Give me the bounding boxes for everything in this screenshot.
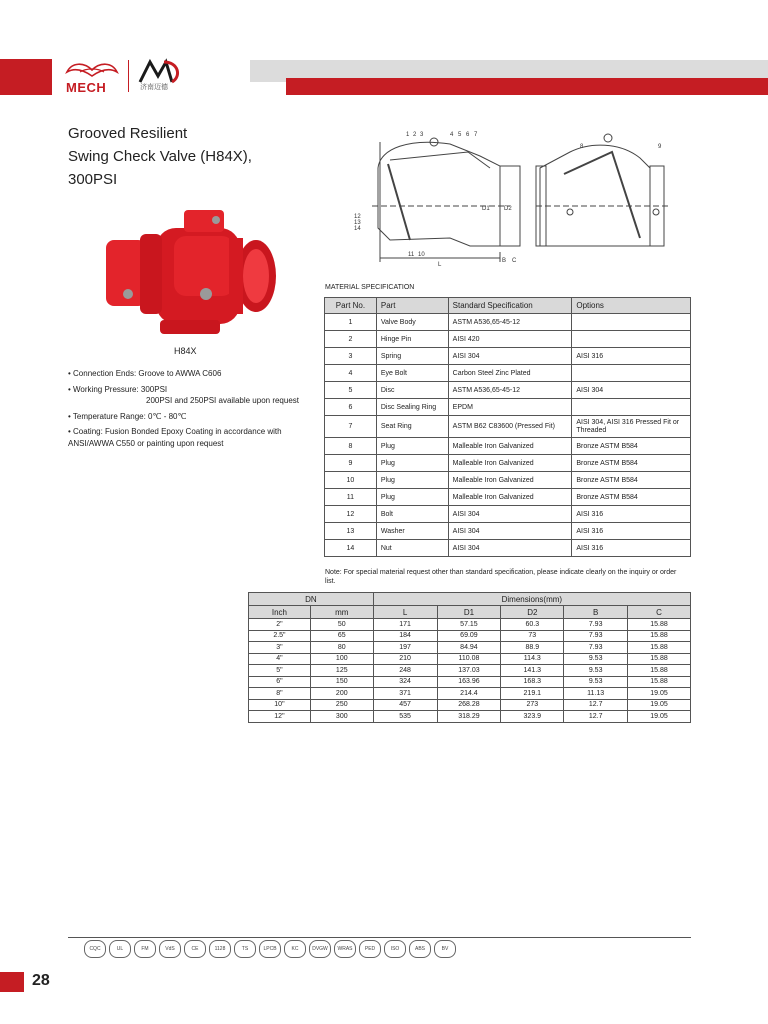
callout-9: 9 bbox=[658, 144, 662, 150]
cell-standard-spec: Malleable Iron Galvanized bbox=[448, 455, 572, 472]
cell-d2: 88.9 bbox=[501, 642, 564, 654]
cell-d1: 318.29 bbox=[437, 711, 501, 723]
table-header-row bbox=[325, 298, 691, 314]
header-part-no: Part No. bbox=[325, 298, 377, 314]
title-line-2: Swing Check Valve (H84X), bbox=[68, 148, 252, 165]
cell-c: 15.88 bbox=[628, 676, 691, 688]
header-c: C bbox=[628, 606, 691, 619]
cell-standard-spec: AISI 304 bbox=[448, 348, 572, 365]
cell-l: 371 bbox=[373, 688, 437, 700]
cell-b: 7.93 bbox=[564, 630, 628, 642]
cell-d1: 57.15 bbox=[437, 619, 501, 631]
model-caption: H84X bbox=[174, 346, 197, 356]
header-red-band bbox=[286, 78, 768, 95]
cell-b: 12.7 bbox=[564, 699, 628, 711]
cell-mm: 150 bbox=[310, 676, 373, 688]
table-row bbox=[249, 630, 691, 642]
header-d2: D2 bbox=[501, 606, 564, 619]
cell-d2: 273 bbox=[501, 699, 564, 711]
material-spec-table bbox=[324, 297, 691, 557]
cell-part-no: 13 bbox=[325, 523, 377, 540]
cell-options: AISI 316 bbox=[572, 523, 691, 540]
cell-inch: 6" bbox=[249, 676, 311, 688]
cert-logo-icon: WRAS bbox=[334, 940, 356, 958]
header-mm: mm bbox=[310, 606, 373, 619]
cell-options bbox=[572, 314, 691, 331]
cert-logo-icon: ISO bbox=[384, 940, 406, 958]
material-note: Note: For special material request other than standard specification, please indicate clearly on the inquiry or order list. bbox=[325, 569, 677, 585]
spec-list bbox=[68, 368, 318, 453]
table-row bbox=[249, 653, 691, 665]
cell-part: Plug bbox=[376, 438, 448, 455]
cell-options: AISI 316 bbox=[572, 540, 691, 557]
cell-options: AISI 316 bbox=[572, 506, 691, 523]
cell-options: Bronze ASTM B584 bbox=[572, 455, 691, 472]
cell-part: Nut bbox=[376, 540, 448, 557]
cell-standard-spec: AISI 420 bbox=[448, 331, 572, 348]
cert-logo-icon: CE bbox=[184, 940, 206, 958]
cell-inch: 12" bbox=[249, 711, 311, 723]
cell-standard-spec: ASTM B62 C83600 (Pressed Fit) bbox=[448, 416, 572, 438]
callout-11: 11 bbox=[408, 252, 415, 258]
cell-standard-spec: AISI 304 bbox=[448, 540, 572, 557]
cell-l: 457 bbox=[373, 699, 437, 711]
table-row bbox=[325, 416, 691, 438]
cell-part: Plug bbox=[376, 472, 448, 489]
table-row bbox=[249, 676, 691, 688]
cell-options bbox=[572, 331, 691, 348]
cell-part-no: 1 bbox=[325, 314, 377, 331]
cell-standard-spec: Malleable Iron Galvanized bbox=[448, 489, 572, 506]
callout-1: 1 bbox=[406, 132, 410, 138]
table-row bbox=[325, 472, 691, 489]
dim-header-row bbox=[249, 606, 691, 619]
cell-part-no: 7 bbox=[325, 416, 377, 438]
table-row bbox=[325, 523, 691, 540]
table-row bbox=[249, 711, 691, 723]
cell-d2: 168.3 bbox=[501, 676, 564, 688]
cell-b: 9.53 bbox=[564, 653, 628, 665]
dim-c-label: C bbox=[512, 258, 517, 264]
cert-logo-icon: UL bbox=[109, 940, 131, 958]
title-line-3: 300PSI bbox=[68, 171, 118, 188]
cell-d2: 114.3 bbox=[501, 653, 564, 665]
cert-logo-icon: 1128 bbox=[209, 940, 231, 958]
cell-l: 535 bbox=[373, 711, 437, 723]
cell-mm: 300 bbox=[310, 711, 373, 723]
page-number-accent bbox=[0, 972, 24, 992]
cell-options: Bronze ASTM B584 bbox=[572, 438, 691, 455]
cell-inch: 2.5" bbox=[249, 630, 311, 642]
cert-logo-icon: TS bbox=[234, 940, 256, 958]
cell-options bbox=[572, 399, 691, 416]
cell-l: 248 bbox=[373, 665, 437, 677]
cert-logo-icon: CQC bbox=[84, 940, 106, 958]
cell-part: Bolt bbox=[376, 506, 448, 523]
valve-product-image bbox=[104, 208, 280, 342]
cell-part-no: 5 bbox=[325, 382, 377, 399]
spec-connection: • Connection Ends: Groove to AWWA C606 bbox=[68, 369, 222, 378]
table-row bbox=[249, 699, 691, 711]
table-row bbox=[325, 314, 691, 331]
cell-part: Washer bbox=[376, 523, 448, 540]
callout-6: 6 bbox=[466, 132, 470, 138]
table-row bbox=[325, 540, 691, 557]
page-number: 28 bbox=[32, 972, 50, 989]
cell-mm: 250 bbox=[310, 699, 373, 711]
cell-part: Eye Bolt bbox=[376, 365, 448, 382]
cell-part-no: 11 bbox=[325, 489, 377, 506]
dim-b-label: B bbox=[502, 258, 507, 264]
table-row bbox=[325, 348, 691, 365]
cell-inch: 10" bbox=[249, 699, 311, 711]
cell-c: 15.88 bbox=[628, 619, 691, 631]
cell-part: Disc Sealing Ring bbox=[376, 399, 448, 416]
cell-part: Spring bbox=[376, 348, 448, 365]
dim-group-header-row bbox=[249, 593, 691, 606]
cell-standard-spec: ASTM A536,65-45-12 bbox=[448, 314, 572, 331]
header-dn: DN bbox=[249, 593, 374, 606]
cell-standard-spec: AISI 304 bbox=[448, 523, 572, 540]
header-b: B bbox=[564, 606, 628, 619]
dimensions-table bbox=[248, 592, 691, 723]
material-spec-heading: MATERIAL SPECIFICATION bbox=[325, 284, 415, 291]
callout-14: 14 bbox=[354, 226, 361, 232]
cert-logo-icon: FM bbox=[134, 940, 156, 958]
header-red-accent bbox=[0, 59, 52, 95]
table-row bbox=[325, 382, 691, 399]
title-line-1: Grooved Resilient bbox=[68, 125, 188, 142]
cell-standard-spec: ASTM A536,65-45-12 bbox=[448, 382, 572, 399]
table-row bbox=[325, 506, 691, 523]
cell-c: 19.05 bbox=[628, 699, 691, 711]
callout-10: 10 bbox=[418, 252, 425, 258]
cell-standard-spec: Carbon Steel Zinc Plated bbox=[448, 365, 572, 382]
cell-part-no: 3 bbox=[325, 348, 377, 365]
table-row bbox=[249, 619, 691, 631]
callout-7: 7 bbox=[474, 132, 478, 138]
header-dimensions: Dimensions(mm) bbox=[373, 593, 690, 606]
cell-d2: 219.1 bbox=[501, 688, 564, 700]
table-row bbox=[249, 642, 691, 654]
brand-name: MECH bbox=[66, 80, 107, 95]
cell-d1: 137.03 bbox=[437, 665, 501, 677]
cell-part-no: 12 bbox=[325, 506, 377, 523]
cell-c: 15.88 bbox=[628, 642, 691, 654]
cell-options: Bronze ASTM B584 bbox=[572, 472, 691, 489]
callout-2: 2 bbox=[413, 132, 417, 138]
cell-d2: 141.3 bbox=[501, 665, 564, 677]
cell-part-no: 4 bbox=[325, 365, 377, 382]
brand-name-cn: 济南迈德 bbox=[140, 84, 168, 91]
cell-part-no: 8 bbox=[325, 438, 377, 455]
md-logo-icon bbox=[138, 58, 184, 84]
table-row bbox=[249, 665, 691, 677]
header-d1: D1 bbox=[437, 606, 501, 619]
spec-temperature: • Temperature Range: 0℃ - 80℃ bbox=[68, 411, 187, 421]
table-row bbox=[325, 489, 691, 506]
cell-inch: 2" bbox=[249, 619, 311, 631]
cell-c: 15.88 bbox=[628, 653, 691, 665]
cell-l: 210 bbox=[373, 653, 437, 665]
cert-logo-icon: PED bbox=[359, 940, 381, 958]
cell-standard-spec: EPDM bbox=[448, 399, 572, 416]
dim-d1-label: D1 bbox=[482, 206, 490, 212]
cell-part-no: 6 bbox=[325, 399, 377, 416]
header-l: L bbox=[373, 606, 437, 619]
cert-logo-icon: BV bbox=[434, 940, 456, 958]
cert-logo-icon: DVGW bbox=[309, 940, 331, 958]
cell-inch: 4" bbox=[249, 653, 311, 665]
cell-d2: 323.9 bbox=[501, 711, 564, 723]
cell-d2: 73 bbox=[501, 630, 564, 642]
cell-l: 324 bbox=[373, 676, 437, 688]
cell-b: 12.7 bbox=[564, 711, 628, 723]
dim-l-label: L bbox=[438, 262, 442, 268]
cert-logo-icon: LPCB bbox=[259, 940, 281, 958]
valve-section-drawing bbox=[350, 128, 675, 268]
cell-mm: 65 bbox=[310, 630, 373, 642]
spec-pressure: • Working Pressure: 300PSI bbox=[68, 384, 168, 394]
callout-3: 3 bbox=[420, 132, 424, 138]
footer-rule bbox=[68, 937, 691, 938]
table-row bbox=[325, 399, 691, 416]
spec-pressure-options: 200PSI and 250PSI available upon request bbox=[146, 396, 300, 405]
header-standard-spec: Standard Specification bbox=[448, 298, 572, 314]
cell-mm: 200 bbox=[310, 688, 373, 700]
cell-inch: 8" bbox=[249, 688, 311, 700]
cell-mm: 50 bbox=[310, 619, 373, 631]
cell-b: 9.53 bbox=[564, 665, 628, 677]
cell-mm: 100 bbox=[310, 653, 373, 665]
cell-options: AISI 304, AISI 316 Pressed Fit or Threaded bbox=[572, 416, 691, 438]
cell-b: 7.93 bbox=[564, 619, 628, 631]
cell-part-no: 2 bbox=[325, 331, 377, 348]
cell-d1: 69.09 bbox=[437, 630, 501, 642]
cell-inch: 5" bbox=[249, 665, 311, 677]
cell-l: 197 bbox=[373, 642, 437, 654]
cell-d1: 110.08 bbox=[437, 653, 501, 665]
cell-d1: 84.94 bbox=[437, 642, 501, 654]
table-row bbox=[249, 688, 691, 700]
cell-options: AISI 316 bbox=[572, 348, 691, 365]
callout-8: 8 bbox=[580, 144, 584, 150]
cell-options bbox=[572, 365, 691, 382]
cell-d2: 60.3 bbox=[501, 619, 564, 631]
logo-divider bbox=[128, 60, 129, 92]
cell-d1: 268.28 bbox=[437, 699, 501, 711]
cell-c: 19.05 bbox=[628, 688, 691, 700]
cert-logo-icon: VdS bbox=[159, 940, 181, 958]
cell-l: 184 bbox=[373, 630, 437, 642]
header-inch: Inch bbox=[249, 606, 311, 619]
cell-inch: 3" bbox=[249, 642, 311, 654]
cert-logo-icon: KC bbox=[284, 940, 306, 958]
callout-13: 13 bbox=[354, 220, 361, 226]
header-options: Options bbox=[572, 298, 691, 314]
cell-d1: 214.4 bbox=[437, 688, 501, 700]
cell-options: Bronze ASTM B584 bbox=[572, 489, 691, 506]
cell-standard-spec: Malleable Iron Galvanized bbox=[448, 438, 572, 455]
cell-part-no: 9 bbox=[325, 455, 377, 472]
table-row bbox=[325, 365, 691, 382]
cell-c: 19.05 bbox=[628, 711, 691, 723]
cell-part: Valve Body bbox=[376, 314, 448, 331]
table-row bbox=[325, 331, 691, 348]
callout-12: 12 bbox=[354, 214, 361, 220]
cell-standard-spec: AISI 304 bbox=[448, 506, 572, 523]
cell-part: Disc bbox=[376, 382, 448, 399]
cell-c: 15.88 bbox=[628, 630, 691, 642]
cell-part: Hinge Pin bbox=[376, 331, 448, 348]
callout-5: 5 bbox=[458, 132, 462, 138]
cell-standard-spec: Malleable Iron Galvanized bbox=[448, 472, 572, 489]
cell-part-no: 14 bbox=[325, 540, 377, 557]
cell-part: Plug bbox=[376, 455, 448, 472]
cell-part-no: 10 bbox=[325, 472, 377, 489]
cell-mm: 125 bbox=[310, 665, 373, 677]
cell-part: Seat Ring bbox=[376, 416, 448, 438]
cell-b: 11.13 bbox=[564, 688, 628, 700]
product-title bbox=[68, 122, 252, 191]
cell-d1: 163.96 bbox=[437, 676, 501, 688]
dim-d2-label: D2 bbox=[504, 206, 512, 212]
cell-mm: 80 bbox=[310, 642, 373, 654]
header-part: Part bbox=[376, 298, 448, 314]
spec-coating: • Coating: Fusion Bonded Epoxy Coating in accordance with ANSI/AWWA C550 or painting upon request bbox=[68, 427, 282, 448]
cell-b: 9.53 bbox=[564, 676, 628, 688]
mech-logo-icon bbox=[62, 60, 122, 80]
cell-l: 171 bbox=[373, 619, 437, 631]
cert-logo-icon: ABS bbox=[409, 940, 431, 958]
cell-part: Plug bbox=[376, 489, 448, 506]
table-row bbox=[325, 438, 691, 455]
callout-4: 4 bbox=[450, 132, 454, 138]
cell-options: AISI 304 bbox=[572, 382, 691, 399]
cell-b: 7.93 bbox=[564, 642, 628, 654]
table-row bbox=[325, 455, 691, 472]
cell-c: 15.88 bbox=[628, 665, 691, 677]
